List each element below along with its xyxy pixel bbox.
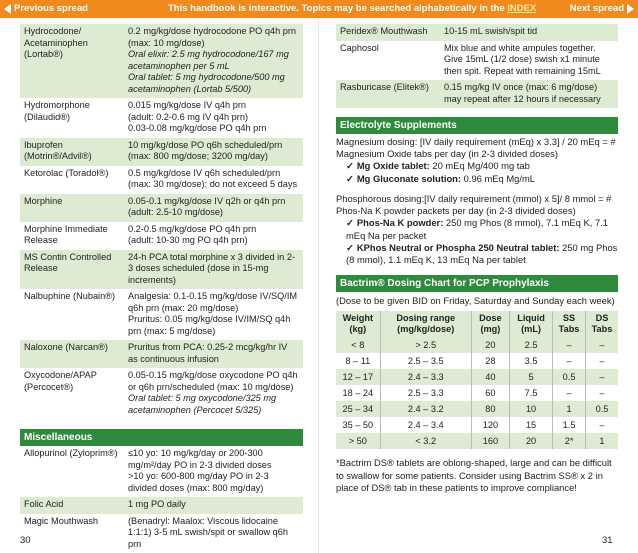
bactrim-cell: 1.5 (553, 417, 586, 433)
bactrim-row (336, 369, 618, 385)
bactrim-cell: 7.5 (509, 385, 552, 401)
supplement-label: Mg Gluconate solution: (356, 172, 462, 184)
bactrim-cell: – (553, 385, 586, 401)
drug-dosing (124, 166, 303, 194)
check-icon: ✓ (346, 217, 354, 229)
bactrim-cell: 15 (509, 417, 552, 433)
drug-name: Caphosol (336, 41, 440, 81)
drug-dosing (124, 368, 303, 419)
bactrim-cell: 0.5 (553, 369, 586, 385)
dosing-line: 0.05-0.1 mg/kg/dose IV q2h or q4h prn (128, 195, 286, 206)
bactrim-cell: 10 (509, 401, 552, 417)
bactrim-cell: 80 (471, 401, 509, 417)
drug-row (20, 340, 303, 368)
dosing-line: Oral elixir: 2.5 mg hydrocodone/167 mg acetaminophen per 5 mL (128, 49, 289, 71)
dosing-line: ≤10 yo: 10 mg/kg/day or 200-300 mg/m²/day PO in 2-3 divided doses (128, 448, 272, 470)
misc-table (20, 446, 303, 553)
bactrim-footnote: *Bactrim DS® tablets are oblong-shaped, large and can be difficult to swallow for some patients. Consider using Bactrim SS® x 2 in place of DS® tab in these patients to improve compliance! (336, 457, 612, 493)
bactrim-row (336, 417, 618, 433)
dosing-line: (max: 30 mg/dose); do not exceed 5 days (128, 179, 298, 189)
bactrim-cell: 60 (471, 385, 509, 401)
bactrim-cell: 2.5 – 3.3 (380, 385, 471, 401)
bactrim-row (336, 401, 618, 417)
bactrim-cell: – (585, 337, 618, 353)
check-icon: ✓ (346, 241, 354, 253)
drug-dosing (124, 194, 303, 222)
dosing-line: Oral tablet: 5 mg oxycodone/325 mg acetaminophen (Percocet 5/325) (128, 393, 277, 415)
misc-heading: Miscellaneous (20, 429, 303, 446)
drug-row (20, 24, 303, 98)
dosing-line: (max: 800 mg/dose; 3200 mg/day) (128, 151, 268, 161)
bactrim-cell: < 8 (336, 337, 380, 353)
dosing-line: >10 yo: 600-800 mg/day PO in 2-3 divided doses (max: 800 mg/day) (128, 471, 269, 493)
right-page (336, 24, 618, 494)
bactrim-dosing-table (336, 311, 618, 449)
arrow-right-icon (627, 4, 634, 14)
column-header: SS Tabs (553, 311, 586, 337)
phosphorous-intro: Phosphorous dosing:[IV daily requirement (mmol) x 5]/ 8 mmol = # Phos-Na K powder packets per day (in 2-3 divided doses) (336, 192, 612, 217)
drug-row (20, 289, 303, 340)
bactrim-cell: 2.5 (509, 337, 552, 353)
drug-name: Allopurinol (Zyloprim®) (20, 446, 124, 497)
dosing-line: 0.05-0.15 mg/kg/dose oxycodone PO q4h or q6h prn/scheduled (max: 10 mg/dose) (128, 370, 298, 392)
drug-row (336, 24, 618, 41)
drug-dosing (124, 250, 303, 290)
drug-name: Magic Mouthwash (20, 514, 124, 553)
bactrim-cell: – (585, 417, 618, 433)
bactrim-row (336, 433, 618, 449)
page-number-left: 30 (20, 535, 31, 546)
dosing-line: 0.2 mg/kg/dose hydrocodone PO q4h prn (128, 26, 297, 36)
column-header: Dosing range (mg/kg/dose) (380, 311, 471, 337)
bactrim-row (336, 385, 618, 401)
drug-dosing (440, 41, 618, 81)
drug-name: Hydromorphone (Dilaudid®) (20, 98, 124, 138)
bactrim-cell: 28 (471, 353, 509, 369)
dosing-line: (adult: 10-30 mg PO q4h prn) (128, 235, 248, 245)
dosing-line: 0.2-0.5 mg/kg/dose PO q4h prn (128, 223, 257, 234)
electrolyte-heading: Electrolyte Supplements (336, 117, 618, 134)
bactrim-cell: 2.4 – 3.4 (380, 417, 471, 433)
bactrim-cell: – (585, 353, 618, 369)
drug-dosing (124, 340, 303, 368)
bactrim-heading: Bactrim® Dosing Chart for PCP Prophylaxis (336, 275, 618, 292)
drug-row (20, 138, 303, 166)
drug-dosing (124, 138, 303, 166)
drug-row (20, 222, 303, 250)
bactrim-row (336, 337, 618, 353)
drug-name: Naloxone (Narcan®) (20, 340, 124, 368)
drug-dosing (124, 289, 303, 340)
drug-dosing (124, 514, 303, 553)
bactrim-cell: 0.5 (585, 401, 618, 417)
dosing-line: 1 mg PO daily (128, 499, 186, 509)
supplement-text: 250 mg Phos (8 mmol), 1.1 mEq K, 13 mEq Na per tablet (346, 241, 618, 265)
dosing-line: 0.03-0.08 mg/kg/dose PO q4h prn (128, 123, 267, 133)
arrow-left-icon (4, 4, 11, 14)
drug-name: Folic Acid (20, 497, 124, 514)
drug-row (20, 368, 303, 419)
drug-name: Nalbuphine (Nubain®) (20, 289, 124, 340)
bactrim-cell: 120 (471, 417, 509, 433)
supplement-item (336, 242, 618, 266)
drug-row (20, 497, 303, 514)
drug-dosing (440, 80, 618, 108)
mouthwash-table (336, 24, 618, 108)
drug-name: Peridex® Mouthwash (336, 24, 440, 41)
drug-dosing (124, 98, 303, 138)
dosing-line: 10 mg/kg/dose PO q6h scheduled/prn (128, 139, 283, 150)
drug-name: Ibuprofen (Motrin®/Advil®) (20, 138, 124, 166)
bactrim-cell: 20 (471, 337, 509, 353)
drug-name: Morphine Immediate Release (20, 222, 124, 250)
bactrim-cell: 2.5 – 3.5 (380, 353, 471, 369)
bactrim-cell: > 50 (336, 433, 380, 449)
bactrim-cell: 2.4 – 3.2 (380, 401, 471, 417)
supplement-item (336, 217, 618, 241)
bactrim-cell: 2.4 – 3.3 (380, 369, 471, 385)
page-number-right: 31 (602, 535, 613, 546)
dosing-line: (adult: 2.5-10 mg/dose) (128, 207, 223, 217)
bactrim-cell: > 2.5 (380, 337, 471, 353)
next-spread-button[interactable] (570, 3, 634, 14)
bactrim-cell: 18 – 24 (342, 388, 374, 399)
drug-dosing (440, 24, 618, 41)
electrolyte-section (336, 136, 618, 266)
bactrim-subtitle: (Dose to be given BID on Friday, Saturday and Sunday each week) (336, 295, 615, 307)
dosing-line: 10-15 mL swish/spit tid (444, 26, 538, 36)
bactrim-cell: 1 (553, 401, 586, 417)
bactrim-cell: 3.5 (509, 353, 552, 369)
previous-spread-label: Previous spread (14, 3, 88, 14)
bactrim-cell: 40 (471, 369, 509, 385)
dosing-line: (Benadryl: Maalox: Viscous lidocaine 1:1:1) 3-5 mL swish/spit or swallow q6h prn (128, 515, 288, 549)
bactrim-cell: 8 – 11 (345, 356, 371, 367)
handbook-note-text: This handbook is interactive. Topics may be searched alphabetically in the (168, 3, 508, 14)
check-icon: ✓ (346, 160, 354, 172)
drug-row (20, 446, 303, 497)
dosing-line: (max: 10 mg/dose) (128, 37, 205, 48)
bactrim-cell: – (585, 369, 618, 385)
column-header: Liquid (mL) (509, 311, 552, 337)
bactrim-cell: – (553, 337, 586, 353)
dosing-line: Oral tablet: 5 mg hydrocodone/500 mg acetaminophen (Lortab 5/500) (128, 72, 285, 94)
bactrim-cell: 25 – 34 (336, 401, 380, 417)
top-navigation-bar (0, 0, 638, 18)
drug-row (20, 514, 303, 553)
dosing-line: Analgesia: 0.1-0.15 mg/kg/dose IV/SQ/IM q6h prn (max: 20 mg/dose) (128, 291, 298, 313)
bactrim-cell: < 3.2 (380, 433, 471, 449)
left-page (20, 24, 303, 553)
drug-row (20, 250, 303, 290)
dosing-line: (adult: 0.2-0.6 mg IV q4h prn) (128, 111, 249, 122)
column-header: DS Tabs (585, 311, 618, 337)
supplement-label: Phos-Na K powder: (356, 217, 444, 229)
bactrim-cell: 1 (585, 433, 618, 449)
bactrim-cell: 2* (553, 433, 586, 449)
index-link[interactable]: INDEX (507, 3, 537, 14)
column-header: Weight (kg) (336, 311, 380, 337)
drug-row (20, 98, 303, 138)
drug-row (336, 80, 618, 108)
bactrim-row (336, 353, 618, 369)
magnesium-intro: Magnesium dosing: [IV daily requirement (mEq) x 3.3] / 20 mEq = # Magnesium Oxide tabs per day (in 2-3 divided doses) (336, 136, 616, 160)
handbook-note (168, 3, 536, 14)
bactrim-cell: 12 – 17 (336, 369, 380, 385)
drug-name: MS Contin Controlled Release (20, 250, 124, 290)
analgesic-table (20, 24, 303, 419)
bactrim-cell: 5 (509, 369, 552, 385)
bactrim-cell: 35 – 50 (342, 420, 374, 431)
dosing-line: 0.015 mg/kg/dose IV q4h prn (128, 100, 246, 110)
next-spread-label: Next spread (569, 3, 624, 14)
bactrim-header-row (336, 311, 618, 337)
supplement-label: Mg Oxide tablet: (356, 160, 430, 172)
drug-dosing (124, 446, 303, 497)
supplement-item (336, 173, 618, 185)
supplement-item (336, 160, 618, 172)
drug-row (336, 41, 618, 81)
dosing-line: 0.5 mg/kg/dose IV q6h scheduled/prn (128, 167, 281, 178)
dosing-line: Mix blue and white ampules together. Give 15mL (1/2 dose) swish x1 minute then spit. Repeat with remaining 15mL (444, 42, 601, 76)
drug-name: Oxycodone/APAP (Percocet®) (20, 368, 124, 419)
bactrim-cell: – (553, 353, 586, 369)
bactrim-cell: 160 (471, 433, 509, 449)
dosing-line: Pruritus: 0.05 mg/kg/dose IV/IM/SQ q4h prn (max: 5 mg/dose) (128, 314, 291, 336)
dosing-line: 0.15 mg/kg IV once (max: 6 mg/dose) may repeat after 12 hours if necessary (444, 82, 601, 104)
supplement-text: 250 mg Phos (8 mmol), 7.1 mEq K, 7.1 mEq Na per packet (346, 217, 608, 241)
dosing-line: Pruritus from PCA: 0.25-2 mcg/kg/hr IV as continuous infusion (128, 342, 288, 364)
drug-name: Rasburicase (Elitek®) (336, 80, 440, 108)
check-icon: ✓ (346, 172, 354, 184)
supplement-label: KPhos Neutral or Phospha 250 Neutral tablet: (356, 241, 560, 253)
supplement-text: 20 mEq Mg/400 mg tab (429, 160, 530, 172)
bactrim-cell: 20 (509, 433, 552, 449)
spread-divider (318, 18, 319, 553)
drug-dosing (124, 222, 303, 250)
drug-dosing (124, 24, 303, 98)
drug-name: Ketorolac (Toradol®) (20, 166, 124, 194)
supplement-text: 0.96 mEq Mg/mL (461, 172, 536, 184)
drug-row (20, 194, 303, 222)
drug-name: Morphine (20, 194, 124, 222)
drug-row (20, 166, 303, 194)
dosing-line: 24-h PCA total morphine x 3 divided in 2-3 doses scheduled (dose in 15-mg increments) (128, 251, 295, 285)
drug-name: Hydrocodone/ Acetaminophen (Lortab®) (20, 24, 124, 98)
bactrim-cell: – (585, 385, 618, 401)
column-header: Dose (mg) (471, 311, 509, 337)
drug-dosing (124, 497, 303, 514)
previous-spread-button[interactable] (4, 3, 88, 14)
